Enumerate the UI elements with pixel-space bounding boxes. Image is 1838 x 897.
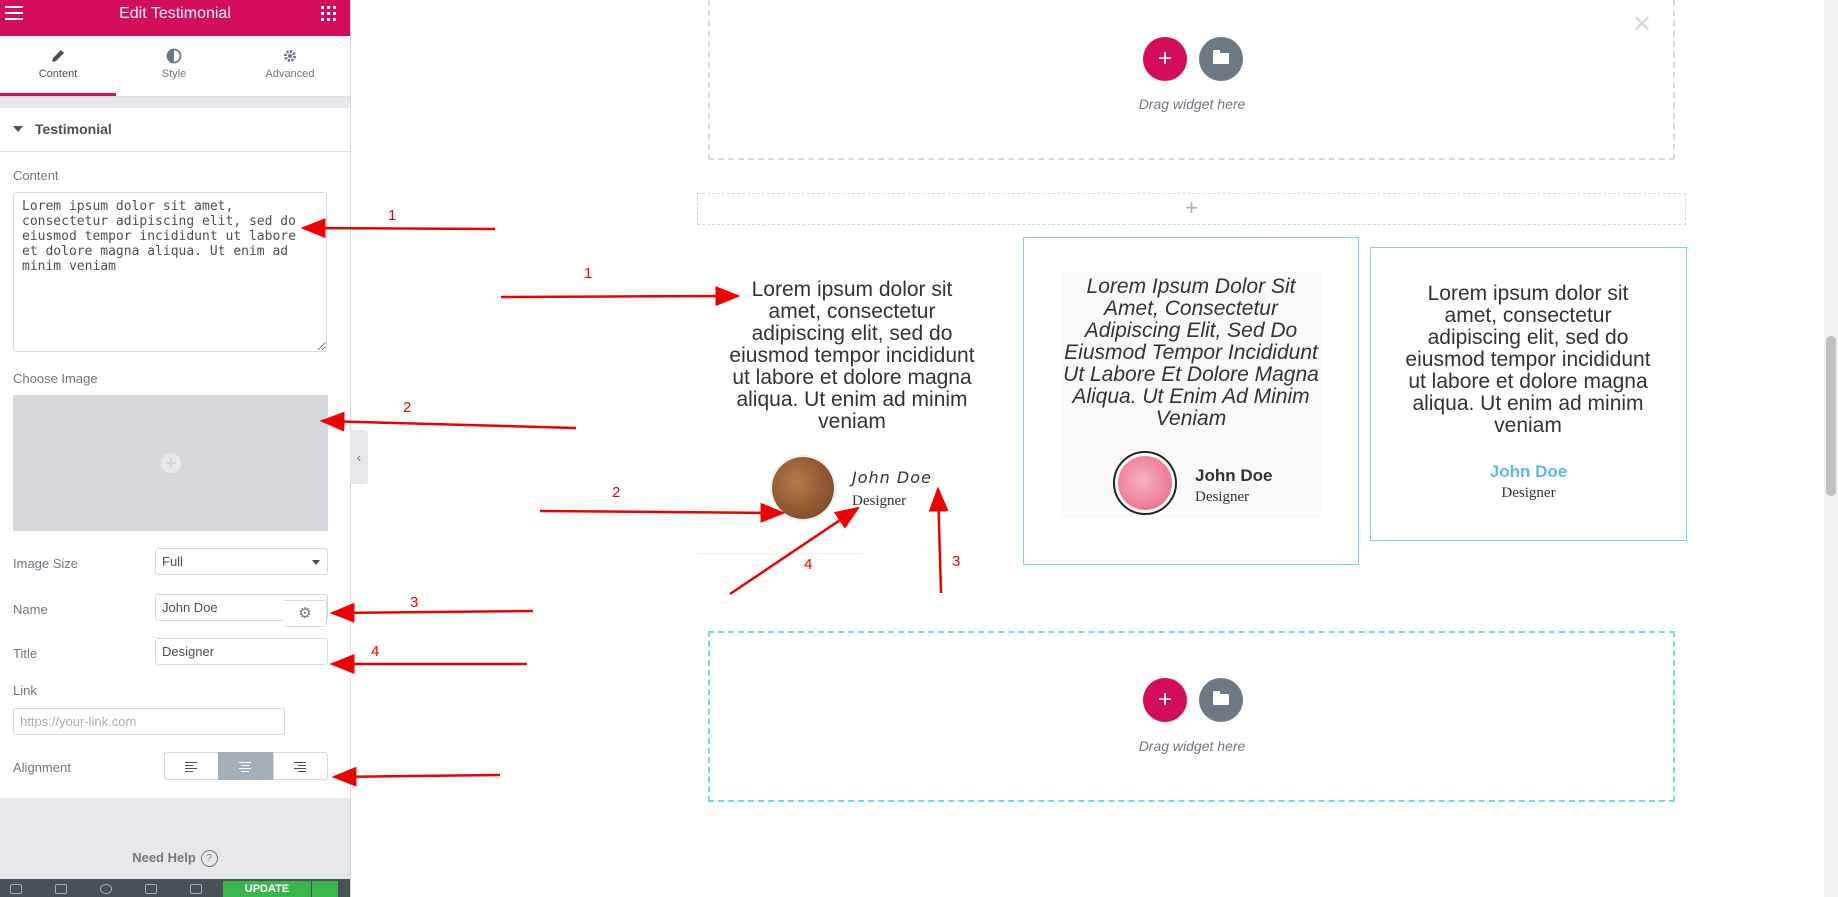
add-section-button[interactable]: + [697,193,1686,225]
arrow-5 [334,775,500,777]
close-icon[interactable]: ✕ [1632,11,1653,38]
collapse-panel-chevron-left-icon[interactable]: ‹ [350,430,368,484]
title-value: Designer [162,644,215,659]
testimonial-2-title: Designer [1195,489,1250,505]
update-button[interactable]: UPDATE [223,881,311,897]
arrow-3a [332,611,533,613]
image-size-label: Image Size [13,556,79,571]
question-icon: ? [201,850,218,867]
testimonial-3-text: Lorem ipsum dolor sit amet, consectetur adipiscing elit, sed do eiusmod tempor incididunt ut labore et dolore magna aliqua. Ut enim ad minim veniam [1405,282,1651,437]
section-title: Testimonial [35,121,112,137]
annotation-label-1a: 1 [388,207,397,224]
arrow-2a [322,421,576,428]
tab-style-label: Style [161,68,187,80]
annotation-label-1b: 1 [584,265,593,282]
testimonial-1-text: Lorem ipsum dolor sit amet, consectetur adipiscing elit, sed do eiusmod tempor incididunt ut labore et dolore magna aliqua. Ut enim ad minim veniam [729,278,975,433]
testimonial-3-title: Designer [1501,485,1556,501]
alignment-label: Alignment [13,760,71,775]
image-size-value: Full [162,554,183,569]
annotation-label-3b: 3 [952,553,961,570]
arrow-1b [501,296,738,297]
title-label: Title [13,646,38,661]
tab-content-label: Content [38,68,78,80]
content-label: Content [13,168,59,183]
annotation-label-2a: 2 [403,399,412,416]
name-value: John Doe [162,600,218,615]
add-widget-button-bottom[interactable]: + [1143,678,1187,722]
testimonial-2-text: Lorem Ipsum Dolor Sit Amet, Consectetur Adipiscing Elit, Sed Do Eiusmod Tempor Incididunt Ut Labore Et Dolore Magna Aliqua. Ut Enim Ad Minim Veniam [1063,275,1319,430]
tab-advanced-label: Advanced [265,68,315,80]
add-widget-button[interactable]: + [1143,37,1187,81]
arrow-4b [730,508,858,594]
annotation-label-3a: 3 [410,594,419,611]
arrow-2b [540,511,783,513]
choose-image-label: Choose Image [13,371,98,386]
editor-title: Edit Testimonial [119,5,231,22]
arrow-3b [938,489,941,593]
testimonial-1-title: Designer [852,493,907,509]
drag-widget-text: Drag widget here [1138,96,1246,112]
drag-widget-text-bottom: Drag widget here [1138,738,1246,754]
link-placeholder: https://your-link.com [20,714,137,729]
testimonial-2-name: John Doe [1195,466,1273,485]
link-label: Link [13,683,37,698]
annotation-label-2b: 2 [612,484,621,501]
need-help-label: Need Help [132,850,196,865]
annotation-label-4b: 4 [804,556,813,573]
arrow-1a [303,228,495,229]
annotation-label-4a: 4 [371,643,380,660]
add-image-icon[interactable]: + [161,453,181,473]
testimonial-3-name: John Doe [1489,462,1568,481]
name-label: Name [13,602,48,617]
testimonial-1-name: John Doe [852,468,932,487]
link-options-gear-icon[interactable]: ⚙ [284,600,327,627]
